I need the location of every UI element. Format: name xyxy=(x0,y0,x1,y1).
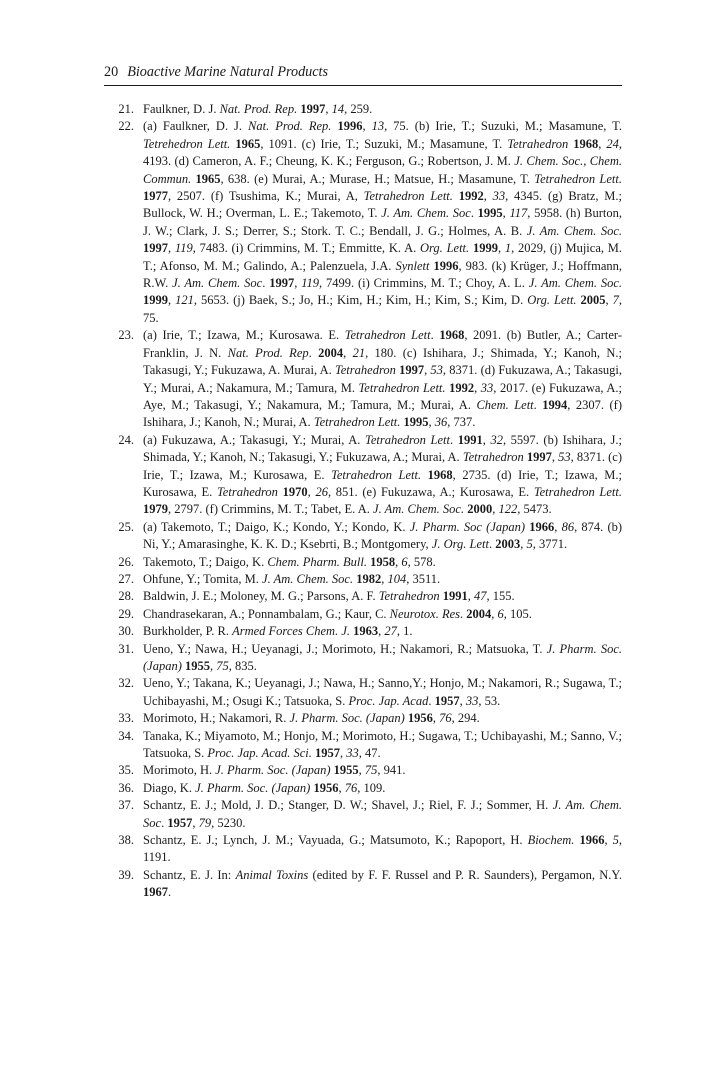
publication-year: 1991 xyxy=(457,432,483,447)
citation-text: . xyxy=(161,815,168,830)
reference-item xyxy=(104,571,622,588)
citation-text: , 737. xyxy=(447,415,476,430)
publication-year: 1955 xyxy=(185,659,210,673)
reference-number: 26. xyxy=(118,554,134,569)
journal-name: 86 xyxy=(561,519,575,534)
reference-item xyxy=(104,675,622,710)
reference-number: 29. xyxy=(118,606,134,621)
publication-year: 1997 xyxy=(526,450,552,465)
reference-text xyxy=(143,572,440,586)
citation-text: , 2307. (f) Ishihara, J.; Kanoh, N.; Murai, A. xyxy=(143,397,623,430)
journal-name: 33 xyxy=(480,380,494,395)
journal-name: Tetrahedron xyxy=(462,450,524,465)
citation-text: , 5230. xyxy=(211,815,246,830)
journal-name: Tetrahedron Lett xyxy=(344,328,431,343)
citation-text: , 2507. (f) Tsushima, K.; Murai, A, xyxy=(168,189,364,204)
publication-year: 1970 xyxy=(282,484,308,499)
reference-item xyxy=(104,762,622,779)
journal-name: J. Am. Chem. Soc. xyxy=(526,223,623,238)
journal-name: Animal Toxins xyxy=(235,867,309,882)
citation-text: , 638. (e) Murai, A.; Murase, H.; Matsue, H.; Masamune, T. xyxy=(220,171,535,186)
reference-number: 23. xyxy=(118,328,134,343)
citation-text: Baldwin, J. E.; Moloney, M. G.; Parsons, A. F. xyxy=(143,589,379,604)
journal-name: Proc. Jap. Acad. Sci. xyxy=(207,746,312,761)
citation-text: , 294. xyxy=(451,711,480,726)
citation-text: , xyxy=(554,519,562,534)
journal-name: 24 xyxy=(606,136,619,151)
reference-item xyxy=(104,780,622,797)
citation-text: . xyxy=(488,537,496,552)
journal-name: Tetrahedron Lett. xyxy=(331,467,422,482)
citation-text: . xyxy=(168,885,172,900)
journal-name: 47 xyxy=(473,589,487,604)
citation-text: , 835. xyxy=(228,659,257,673)
publication-year: 1997 xyxy=(399,363,425,378)
citation-text: Diago, K. xyxy=(143,780,196,795)
publication-year: 2004 xyxy=(318,345,344,360)
citation-text: Ohfune, Y.; Tomita, M. xyxy=(143,571,263,586)
journal-name: Tetrehedron Lett. xyxy=(143,136,231,151)
citation-text: . xyxy=(449,432,458,447)
reference-text xyxy=(143,798,622,829)
citation-text: , 4345. (g) Bratz, M.; Bullock, W. H.; Overman, L. E.; Takemoto, T. xyxy=(143,189,623,221)
reference-item xyxy=(104,832,622,867)
citation-text: , xyxy=(497,241,505,256)
reference-text xyxy=(143,624,413,638)
citation-text: (a) Faulkner, D. J. xyxy=(143,119,249,134)
running-head xyxy=(104,63,622,81)
publication-year: 1968 xyxy=(427,467,453,482)
publication-year: 1979 xyxy=(143,502,168,517)
publication-year: 1991 xyxy=(442,589,468,604)
reference-number: 30. xyxy=(118,624,134,639)
reference-item xyxy=(104,641,622,676)
reference-item xyxy=(104,606,622,623)
citation-text: , 3771. xyxy=(532,537,568,552)
publication-year: 1992 xyxy=(449,380,475,395)
journal-name: J. Org. Lett xyxy=(431,537,489,552)
journal-name: Tetrahedron Lett. xyxy=(533,484,623,499)
reference-text xyxy=(143,607,532,621)
reference-text xyxy=(143,763,405,777)
publication-year: 1966 xyxy=(529,519,555,534)
publication-year: 2003 xyxy=(495,537,521,552)
publication-year: 1982 xyxy=(356,571,382,586)
reference-text xyxy=(143,589,515,603)
citation-text: , 155. xyxy=(486,589,515,604)
journal-name: 79 xyxy=(198,815,212,830)
reference-number: 35. xyxy=(118,763,134,778)
citation-text: Burkholder, P. R. xyxy=(143,624,233,639)
citation-text: Ueno, Y.; Takana, K.; Ueyanagi, J.; Nawa, H.; Sanno,Y.; Honjo, M.; Nakamori, R.; Sugawa, T.; Uchibayashi, M.; Osugi K.; Tatsuoka, S. xyxy=(143,676,622,708)
journal-name: 119 xyxy=(301,276,320,291)
citation-text: , 4193. (d) Cameron, A. F.; Cheung, K. K.; Ferguson, G.; Robertson, J. M. xyxy=(143,136,623,169)
reference-number: 22. xyxy=(118,119,134,134)
publication-year: 1963 xyxy=(353,624,379,639)
publication-year: 1957 xyxy=(434,693,460,708)
citation-text: , 1191. xyxy=(143,833,623,865)
publication-year: 1999 xyxy=(472,241,498,256)
citation-text: , 874. (b) Ni, Y.; Amarasinghe, K. K. D.; Ksebrti, B.; Montgomery, xyxy=(143,519,623,552)
citation-text: . xyxy=(470,206,478,221)
journal-name: Nat. Prod. Rep xyxy=(227,345,309,360)
citation-text: , xyxy=(192,815,199,830)
journal-name: 5 xyxy=(526,537,533,552)
citation-text: , 5473. xyxy=(517,502,552,517)
citation-text: , 578. xyxy=(407,554,436,569)
citation-text: , 105. xyxy=(503,606,532,621)
journal-name: J. Am. Chem. Soc xyxy=(172,276,263,291)
reference-item xyxy=(104,728,622,763)
journal-name: 5 xyxy=(612,833,619,848)
citation-text: 75. (b) Irie, T.; Suzuki, M.; Masamune, T. xyxy=(387,119,623,134)
citation-text: , 983. (k) Krüger, J.; Hoffmann, R.W. xyxy=(143,258,622,291)
citation-text: , 941. xyxy=(377,763,406,778)
citation-text: , xyxy=(483,189,493,204)
journal-name: J. Am. Chem. Soc. xyxy=(528,276,623,291)
citation-text: , 5958. (h) Burton, J. W.; Clark, J. S.; Derrer, S.; Stork. T. C.; Bendall, J. G.; Holmes, A. B. xyxy=(143,206,623,238)
journal-name: Tetrahedron xyxy=(334,363,396,378)
citation-text: . xyxy=(428,693,435,708)
citation-text: , 2735. (d) Irie, T.; Izawa, M.; Kurosawa, E. xyxy=(143,467,622,499)
publication-year: 1957 xyxy=(315,746,341,761)
citation-text: , 53. xyxy=(478,693,501,708)
citation-text: , xyxy=(604,833,613,848)
citation-text: . xyxy=(308,345,319,360)
reference-number: 31. xyxy=(118,641,134,656)
publication-year: 1958 xyxy=(370,554,396,569)
journal-name: Nat. Prod. Rep. xyxy=(248,119,332,134)
journal-name: J. Am. Chem. Soc. xyxy=(262,571,354,586)
reference-item xyxy=(104,519,622,554)
publication-year: 1995 xyxy=(477,206,503,221)
citation-text: , xyxy=(491,606,498,621)
journal-name: Tetrahedron Lett. xyxy=(313,415,401,430)
journal-name: Proc. Jap. Acad xyxy=(348,693,429,708)
journal-name: Chem. Lett xyxy=(476,397,534,412)
citation-text: , xyxy=(325,102,332,116)
citation-text: , 109. xyxy=(357,780,386,795)
publication-year: 1957 xyxy=(167,815,193,830)
reference-number: 39. xyxy=(118,867,134,882)
reference-number: 28. xyxy=(118,589,134,604)
citation-text: , xyxy=(358,763,365,778)
citation-text: (edited by F. F. Russel and P. R. Saunders), Pergamon, N.Y. xyxy=(308,867,622,882)
reference-text xyxy=(143,781,385,795)
citation-text: , 2029, (j) Mujica, M. T.; Afonso, M. M.; Galindo, A.; Palenzuela, J.A. xyxy=(143,241,623,273)
journal-name: Tetrahedron Lett. xyxy=(534,171,622,186)
citation-text: , 8371. (c) Irie, T.; Izawa, M.; Kurosawa, E. xyxy=(143,450,623,482)
journal-name: J. Am. Chem. Soc xyxy=(143,798,622,830)
journal-name: Biochem. xyxy=(527,833,575,848)
journal-name: Armed Forces Chem. J. xyxy=(232,624,351,639)
citation-text: Tanaka, K.; Miyamoto, M.; Honjo, M.; Morimoto, H.; Sugawa, T.; Uchibayashi, M.; Sanno, V.; Tatsuoka, S. xyxy=(143,728,622,761)
journal-name: Neurotox. Res xyxy=(389,606,461,621)
citation-text: Morimoto, H.; Nakamori, R. xyxy=(143,711,290,726)
citation-text: , 5597. (b) Ishihara, J.; Shimada, Y.; Kanoh, N.; Takasugi, Y.; Fukuzawa, A.; Murai, A. xyxy=(143,432,623,465)
publication-year: 1956 xyxy=(313,780,339,795)
citation-text: Schantz, E. J.; Lynch, J. M.; Vayuada, G.; Matsumoto, K.; Rapoport, H. xyxy=(143,833,528,848)
reference-number: 27. xyxy=(118,571,134,586)
reference-text xyxy=(143,642,622,673)
reference-number: 38. xyxy=(118,833,134,848)
citation-text: , xyxy=(381,571,388,586)
citation-text: , xyxy=(210,659,217,673)
journal-name: Org. Lett. xyxy=(527,293,577,308)
journal-name: 76 xyxy=(344,780,358,795)
reference-text xyxy=(143,729,622,760)
citation-text: , 47. xyxy=(358,746,381,761)
journal-name: 104 xyxy=(387,571,407,586)
journal-name: 7 xyxy=(612,293,619,308)
reference-text xyxy=(143,328,622,429)
reference-item xyxy=(104,327,622,431)
citation-text: , 259. xyxy=(344,102,373,116)
citation-text: (a) Irie, T.; Izawa, M.; Kurosawa. E. xyxy=(143,328,345,343)
citation-text: , 851. (e) Fukuzawa, A.; Kurosawa, E. xyxy=(327,484,534,499)
citation-text: , xyxy=(432,711,440,726)
reference-number: 36. xyxy=(118,780,134,795)
citation-text: , xyxy=(424,363,431,378)
citation-text: , xyxy=(362,119,372,134)
publication-year: 1992 xyxy=(458,189,484,204)
reference-text xyxy=(143,520,622,551)
citation-text: Faulkner, D. J. xyxy=(143,102,220,116)
journal-name: 53 xyxy=(430,363,443,378)
citation-text: , xyxy=(474,380,481,395)
journal-name: 76 xyxy=(439,711,452,726)
citation-text: , xyxy=(482,432,491,447)
reference-text xyxy=(143,676,622,707)
publication-year: 1997 xyxy=(143,241,168,256)
journal-name: Synlett xyxy=(395,258,430,273)
citation-text: , 180. (c) Ishihara, J.; Shimada, Y.; Kanoh, N.; Takasugi, Y.; Fukuzawa, A. Murai, A. xyxy=(143,345,623,378)
citation-text: , 1. xyxy=(396,624,413,639)
reference-item xyxy=(104,101,622,118)
reference-text xyxy=(143,711,480,725)
citation-text: , xyxy=(395,554,402,569)
citation-text: , xyxy=(338,780,345,795)
reference-number: 24. xyxy=(118,432,134,447)
citation-text: , xyxy=(307,484,316,499)
reference-text xyxy=(143,868,622,899)
reference-item xyxy=(104,623,622,640)
publication-year: 1955 xyxy=(333,763,359,778)
publication-year: 1966 xyxy=(579,833,605,848)
reference-text xyxy=(143,555,436,569)
publication-year: 1994 xyxy=(542,397,568,412)
journal-name: 6 xyxy=(497,606,504,621)
journal-name: J. Pharm. Soc (Japan) xyxy=(409,519,526,534)
citation-text: , 75. xyxy=(143,293,623,325)
journal-name: Org. Lett. xyxy=(420,241,470,256)
journal-name: J. Pharm. Soc. (Japan) xyxy=(195,780,311,795)
publication-year: 1977 xyxy=(143,189,168,204)
citation-text: Takemoto, T.; Daigo, K. xyxy=(143,554,268,569)
publication-year: 1996 xyxy=(433,258,459,273)
publication-year: 1968 xyxy=(439,328,465,343)
citation-text: , xyxy=(168,241,175,256)
journal-name: Nat. Prod. Rep. xyxy=(219,102,298,116)
citation-text: . xyxy=(430,328,440,343)
citation-text: , xyxy=(551,450,559,465)
journal-name: 53 xyxy=(558,450,571,465)
publication-year: 1995 xyxy=(403,415,429,430)
reference-number: 34. xyxy=(118,728,134,743)
journal-name: 119 xyxy=(174,241,193,256)
citation-text: , xyxy=(340,746,347,761)
journal-name: 33 xyxy=(346,746,359,761)
citation-text: Morimoto, H. xyxy=(143,763,216,778)
publication-year: 1967 xyxy=(143,885,168,900)
publication-year: 2004 xyxy=(466,606,492,621)
citation-text: , 8371. (d) Fukuzawa, A.; Takasugi, Y.; Murai, A.; Nakamura, M.; Tamura, M. xyxy=(143,363,623,395)
journal-name: Chem. Pharm. Bull. xyxy=(267,554,367,569)
publication-year: 1997 xyxy=(300,102,326,116)
journal-name: 33 xyxy=(492,189,506,204)
citation-text: , 2797. (f) Crimmins, M. T.; Tabet, E. A. xyxy=(168,502,374,517)
citation-text: Schantz, E. J.; Mold, J. D.; Stanger, D. W.; Shavel, J.; Riel, F. J.; Sommer, H. xyxy=(143,798,553,813)
citation-text: , xyxy=(294,276,302,291)
publication-year: 1965 xyxy=(235,136,261,151)
journal-name: 117 xyxy=(509,206,528,221)
publication-year: 1968 xyxy=(573,136,599,151)
reference-number: 25. xyxy=(118,519,134,534)
citation-text: . xyxy=(460,606,467,621)
journal-name: 121 xyxy=(175,293,194,308)
citation-text: Chandrasekaran, A.; Ponnambalam, G.; Kaur, C. xyxy=(143,606,390,621)
journal-name: Tetrahedron Lett xyxy=(365,432,450,447)
publication-year: 1999 xyxy=(143,293,168,308)
book-title: Bioactive Marine Natural Products xyxy=(127,64,329,80)
journal-name: Tetrahedron xyxy=(378,589,440,604)
reference-number: 32. xyxy=(118,676,134,691)
journal-name: Tetrahedron Lett. xyxy=(363,189,453,204)
journal-name: J. Am. Chem. Soc xyxy=(381,206,471,221)
journal-name: J. Pharm. Soc. (Japan) xyxy=(215,763,331,778)
reference-item xyxy=(104,710,622,727)
journal-name: 26 xyxy=(315,484,328,499)
citation-text: (a) Takemoto, T.; Daigo, K.; Kondo, Y.; Kondo, K. xyxy=(143,519,410,534)
header-rule xyxy=(104,85,622,86)
reference-item xyxy=(104,797,622,832)
reference-text xyxy=(143,433,622,517)
publication-year: 1996 xyxy=(337,119,363,134)
citation-text: , xyxy=(598,136,607,151)
publication-year: 1956 xyxy=(407,711,433,726)
reference-number: 33. xyxy=(118,711,134,726)
journal-name: 33 xyxy=(465,693,479,708)
journal-name: 36 xyxy=(434,415,448,430)
journal-name: 122 xyxy=(498,502,518,517)
citation-text: , xyxy=(459,693,466,708)
journal-name: 1 xyxy=(504,241,512,256)
reference-item xyxy=(104,432,622,519)
reference-number: 21. xyxy=(118,102,134,116)
reference-item xyxy=(104,867,622,902)
journal-name: Tetrahedron xyxy=(507,136,569,151)
citation-text: , 7499. (i) Crimmins, M. T.; Choy, A. L. xyxy=(319,276,529,291)
citation-text: , xyxy=(168,293,176,308)
journal-name: 14 xyxy=(331,102,345,116)
journal-name: 27 xyxy=(384,624,397,639)
journal-name: 21 xyxy=(352,345,366,360)
citation-text: , 7483. (i) Crimmins, M. T.; Emmitte, K. A. xyxy=(192,241,420,256)
reference-list xyxy=(104,101,622,902)
journal-name: 6 xyxy=(401,554,408,569)
journal-name: J. Am. Chem. Soc. xyxy=(373,502,465,517)
journal-name: J. Pharm. Soc. (Japan) xyxy=(289,711,405,726)
page-number: 20 xyxy=(104,64,119,80)
reference-item xyxy=(104,118,622,327)
citation-text: Ueno, Y.; Nawa, H.; Ueyanagi, J.; Morimoto, H.; Nakamori, R.; Matsuoka, T. xyxy=(143,641,547,656)
citation-text: , 2091. (b) Butler, A.; Carter-Franklin, J. N. xyxy=(143,328,622,360)
citation-text: , xyxy=(428,415,435,430)
citation-text: , xyxy=(605,293,613,308)
publication-year: 2005 xyxy=(580,293,606,308)
citation-text: , xyxy=(467,589,474,604)
journal-name: Tetrahedron xyxy=(217,484,278,499)
citation-text: , 1091. (c) Irie, T.; Suzuki, M.; Masamune, T. xyxy=(260,136,508,151)
citation-text: Schantz, E. J. In: xyxy=(143,867,236,882)
journal-name: J. Pharm. Soc. (Japan) xyxy=(143,641,623,673)
reference-item xyxy=(104,554,622,571)
citation-text: , 3511. xyxy=(406,571,441,586)
citation-text: , xyxy=(343,345,353,360)
citation-text: , 5653. (j) Baek, S.; Jo, H.; Kim, H.; Kim, H.; Kim, S.; Kim, D. xyxy=(193,293,528,308)
publication-year: 2000 xyxy=(467,502,493,517)
reference-item xyxy=(104,588,622,605)
citation-text: (a) Fukuzawa, A.; Takasugi, Y.; Murai, A. xyxy=(143,432,366,447)
journal-name: 75 xyxy=(216,659,229,673)
citation-text: . xyxy=(262,276,270,291)
journal-name: Tetrahedron Lett. xyxy=(358,380,446,395)
reference-text xyxy=(143,119,622,324)
citation-text: , xyxy=(378,624,385,639)
citation-text: . xyxy=(533,397,543,412)
journal-name: 75 xyxy=(364,763,378,778)
reference-text xyxy=(143,102,372,116)
journal-name: J. Chem. Soc., Chem. Commun. xyxy=(143,154,623,186)
citation-text: , xyxy=(520,537,527,552)
citation-text: , 2017. (e) Fukuzawa, A.; Aye, M.; Takasugi, Y.; Nakamura, M.; Tamura, M.; Murai, A. xyxy=(143,380,623,412)
publication-year: 1965 xyxy=(195,171,221,186)
citation-text: , xyxy=(502,206,510,221)
publication-year: 1997 xyxy=(269,276,295,291)
journal-name: 13, xyxy=(371,119,388,134)
reference-text xyxy=(143,833,622,864)
citation-text: , xyxy=(492,502,499,517)
journal-name: 32 xyxy=(490,432,503,447)
reference-number: 37. xyxy=(118,798,134,813)
